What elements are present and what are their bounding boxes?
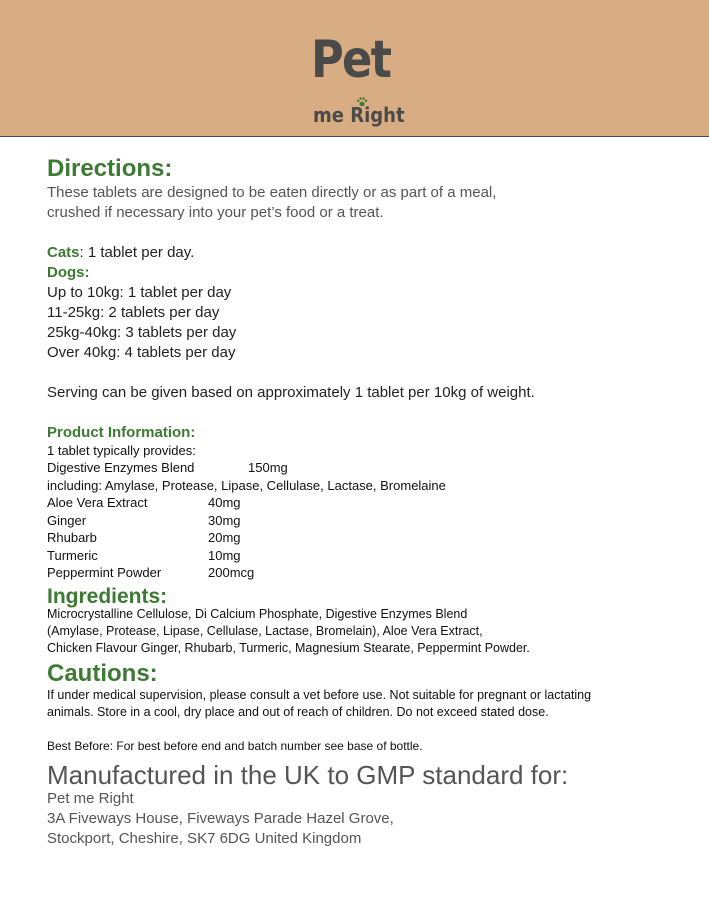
nutrient-name: Aloe Vera Extract [47,495,148,510]
nutrient-name: Ginger [47,513,87,528]
nutrient-amount: 200mcg [208,565,255,580]
logo-main-text: Pet [311,30,391,90]
logo-sub-text: me Right [313,103,405,127]
cautions-line: animals. Store in a cool, dry place and out of reach of children. Do not exceed stated dose. [47,705,549,719]
nutrient-row [47,529,347,546]
nutrient-row [47,494,347,511]
manufacturer-address-line: Stockport, Cheshire, SK7 6DG United Kingdom [47,830,362,847]
enzymes-amount: 150mg [248,460,288,475]
nutrient-row [47,564,347,581]
ingredients-title: Ingredients: [47,585,168,608]
manufacturer-name: Pet me Right [47,790,134,807]
product-info-title: Product Information: [47,424,196,441]
dogs-dosage-line: Over 40kg: 4 tablets per day [47,344,236,361]
nutrient-amount: 30mg [208,513,241,528]
directions-intro-line: These tablets are designed to be eaten directly or as part of a meal, [47,184,497,201]
serving-note: Serving can be given based on approximately 1 tablet per 10kg of weight. [47,384,535,401]
ingredients-line: Chicken Flavour Ginger, Rhubarb, Turmeric, Magnesium Stearate, Peppermint Powder. [47,641,530,655]
nutrient-amount: 10mg [208,548,241,563]
dogs-dosage-line: 25kg-40kg: 3 tablets per day [47,324,237,341]
header-band [0,0,709,137]
nutrient-name: Turmeric [47,548,98,563]
nutrient-amount: 40mg [208,495,241,510]
directions-intro-line: crushed if necessary into your pet’s food or a treat. [47,204,384,221]
enzymes-row [47,459,288,476]
directions-title: Directions: [47,155,173,182]
nutrient-name: Rhubarb [47,530,97,545]
cats-value: : 1 tablet per day. [79,244,195,261]
provides-text: 1 tablet typically provides: [47,443,196,458]
nutrient-amount: 20mg [208,530,241,545]
ingredients-line: (Amylase, Protease, Lipase, Cellulase, Lactase, Bromelain), Aloe Vera Extract, [47,624,483,638]
enzymes-including: including: Amylase, Protease, Lipase, Cellulase, Lactase, Bromelaine [47,478,446,493]
cautions-title: Cautions: [47,660,158,687]
dogs-dosage-line: Up to 10kg: 1 tablet per day [47,284,232,301]
manufacturer-address-line: 3A Fiveways House, Fiveways Parade Hazel Grove, [47,810,394,827]
best-before-note: Best Before: For best before end and batch number see base of bottle. [47,739,423,753]
nutrient-row [47,512,347,529]
enzymes-name: Digestive Enzymes Blend [47,460,195,475]
ingredients-line: Microcrystalline Cellulose, Di Calcium Phosphate, Digestive Enzymes Blend [47,607,468,621]
nutrient-row [47,547,347,564]
manufacturer-heading: Manufactured in the UK to GMP standard for: [47,760,569,790]
cautions-line: If under medical supervision, please consult a vet before use. Not suitable for pregnant or lactating [47,688,592,702]
brand-logo [311,28,411,132]
dogs-label: Dogs: [47,264,90,281]
nutrient-name: Peppermint Powder [47,565,162,580]
dogs-dosage-line: 11-25kg: 2 tablets per day [47,304,220,321]
cats-dosage [47,243,194,263]
cats-label: Cats [47,244,80,261]
